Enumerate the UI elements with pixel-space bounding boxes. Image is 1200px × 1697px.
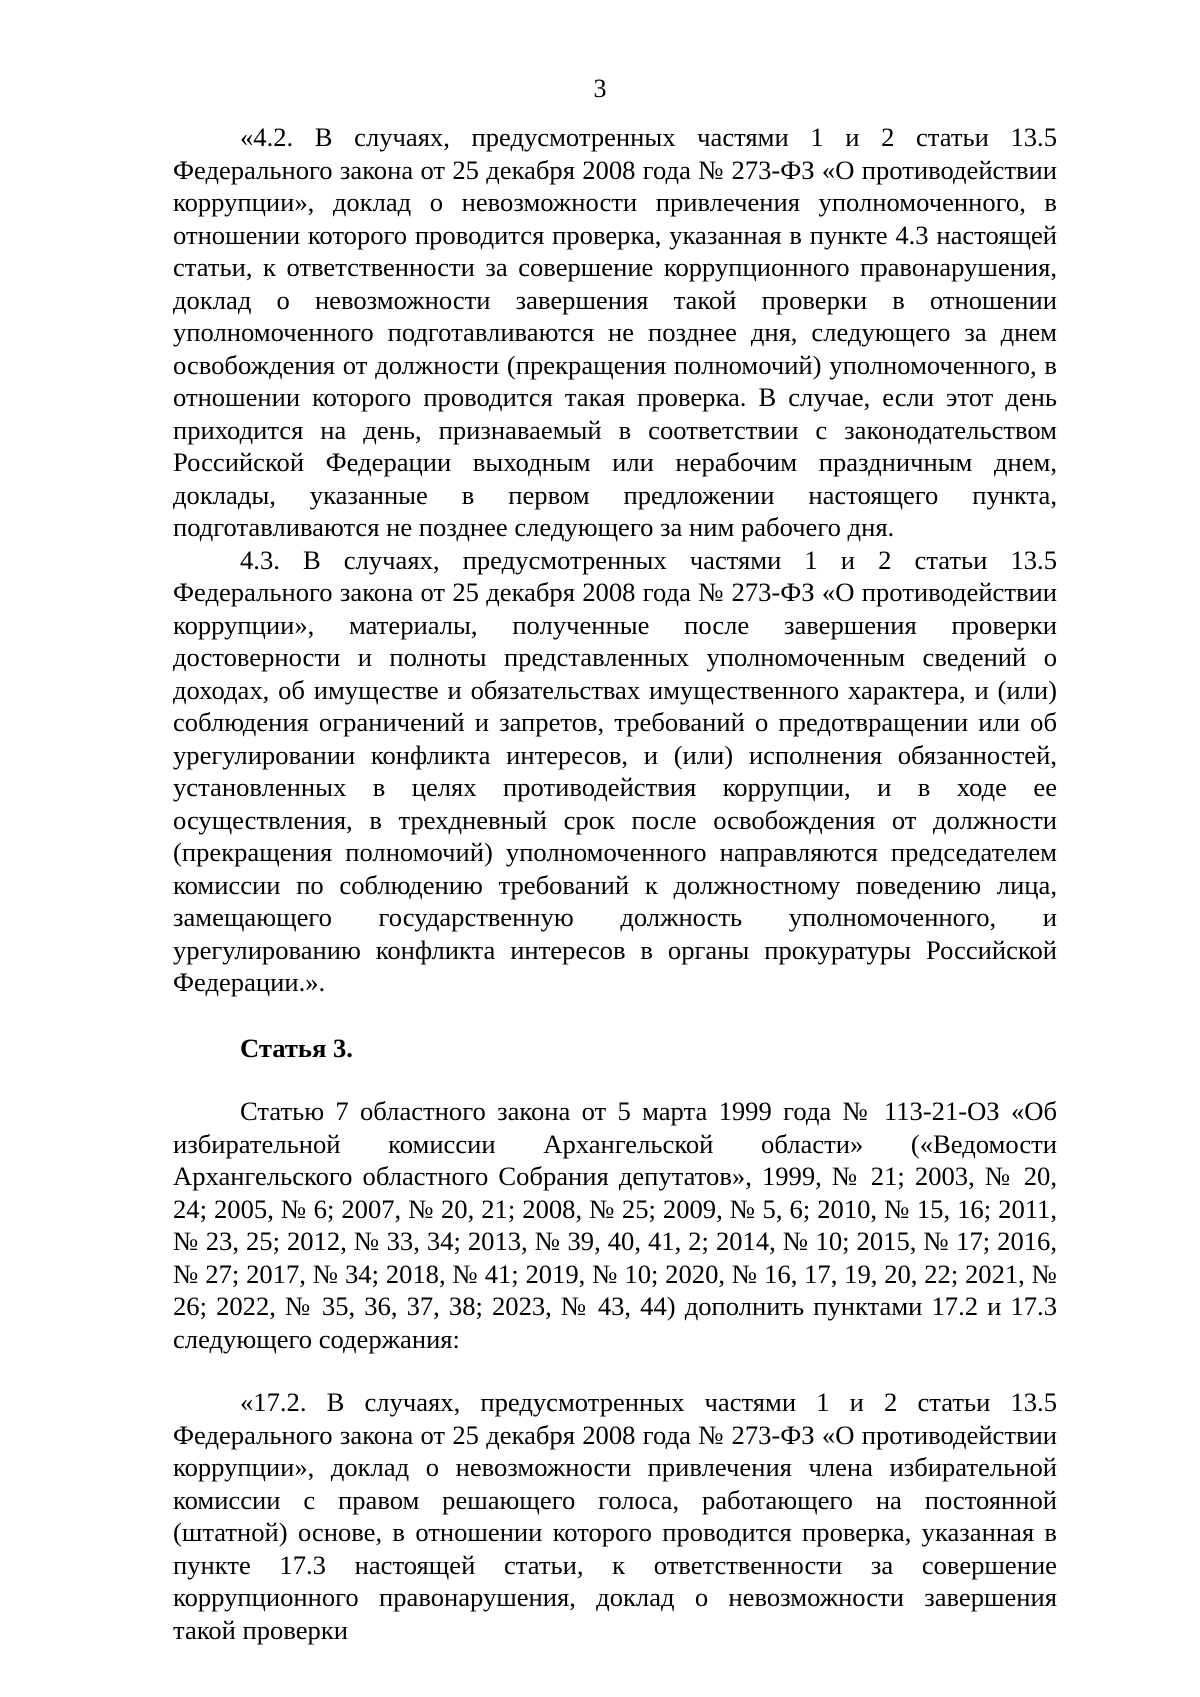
document-body [173, 121, 1057, 1646]
paragraph-article-3-intro: Статью 7 областного закона от 5 марта 1999 года № 113-21-ОЗ «Об избирательной комиссии Архангельской области» («Ведомости Архангельского областного Собрания депутатов», 1999, № 21; 2003, № 20, 24; 2005, № 6; 2007, № 20, 21; 2008, № 25; 2009, № 5, 6; 2010, № 15, 16; 2011, № 23, 25; 2012, № 33, 34; 2013, № 39, 40, 41, 2; 2014, № 10; 2015, № 17; 2016, № 27; 2017, № 34; 2018, № 41; 2019, № 10; 2020, № 16, 17, 19, 20, 22; 2021, № 26; 2022, № 35, 36, 37, 38; 2023, № 43, 44) дополнить пунктами 17.2 и 17.3 следующего содержания: [173, 1096, 1057, 1354]
page-number: 3 [593, 74, 607, 103]
spacer [173, 1064, 1057, 1095]
paragraph-17-2: «17.2. В случаях, предусмотренных частями 1 и 2 статьи 13.5 Федерального закона от 25 декабря 2008 года № 273-ФЗ «О противодействии коррупции», доклад о невозможности привлечения члена избирательной комиссии с правом решающего голоса, работающего на постоянной (штатной) основе, в отношении которого проводится проверка, указанная в пункте 17.3 настоящей статьи, к ответственности за совершение коррупционного правонарушения, доклад о невозможности завершения такой проверки [173, 1387, 1057, 1645]
paragraph-4-2: «4.2. В случаях, предусмотренных частями 1 и 2 статьи 13.5 Федерального закона от 25 декабря 2008 года № 273-ФЗ «О противодействии коррупции», доклад о невозможности привлечения уполномоченного, в отношении которого проводится проверка, указанная в пункте 4.3 настоящей статьи, к ответственности за совершение коррупционного правонарушения, доклад о невозможности завершения такой проверки в отношении уполномоченного подготавливаются не позднее дня, следующего за днем освобождения от должности (прекращения полномочий) уполномоченного, в отношении которого проводится такая проверка. В случае, если этот день приходится на день, признаваемый в соответствии с законодательством Российской Федерации выходным или нерабочим праздничным днем, доклады, указанные в первом предложении настоящего пункта, подготавливаются не позднее следующего за ним рабочего дня. [173, 122, 1057, 542]
spacer [173, 999, 1057, 1032]
article-heading: Статья 3. [240, 1032, 353, 1063]
spacer [173, 1355, 1057, 1386]
paragraph-4-3: 4.3. В случаях, предусмотренных частями 1 и 2 статьи 13.5 Федерального закона от 25 декабря 2008 года № 273-ФЗ «О противодействии коррупции», материалы, полученные после завершения проверки достоверности и полноты представленных уполномоченным сведений о доходах, об имуществе и обязательствах имущественного характера, и (или) соблюдения ограничений и запретов, требований о предотвращении или об урегулировании конфликта интересов, и (или) исполнения обязанностей, установленных в целях противодействия коррупции, и в ходе ее осуществления, в трехдневный срок после освобождения от должности (прекращения полномочий) уполномоченного направляются председателем комиссии по соблюдению требований к должностному поведению лица, замещающего государственную должность уполномоченного, и урегулированию конфликта интересов в органы прокуратуры Российской Федерации.». [173, 544, 1057, 997]
